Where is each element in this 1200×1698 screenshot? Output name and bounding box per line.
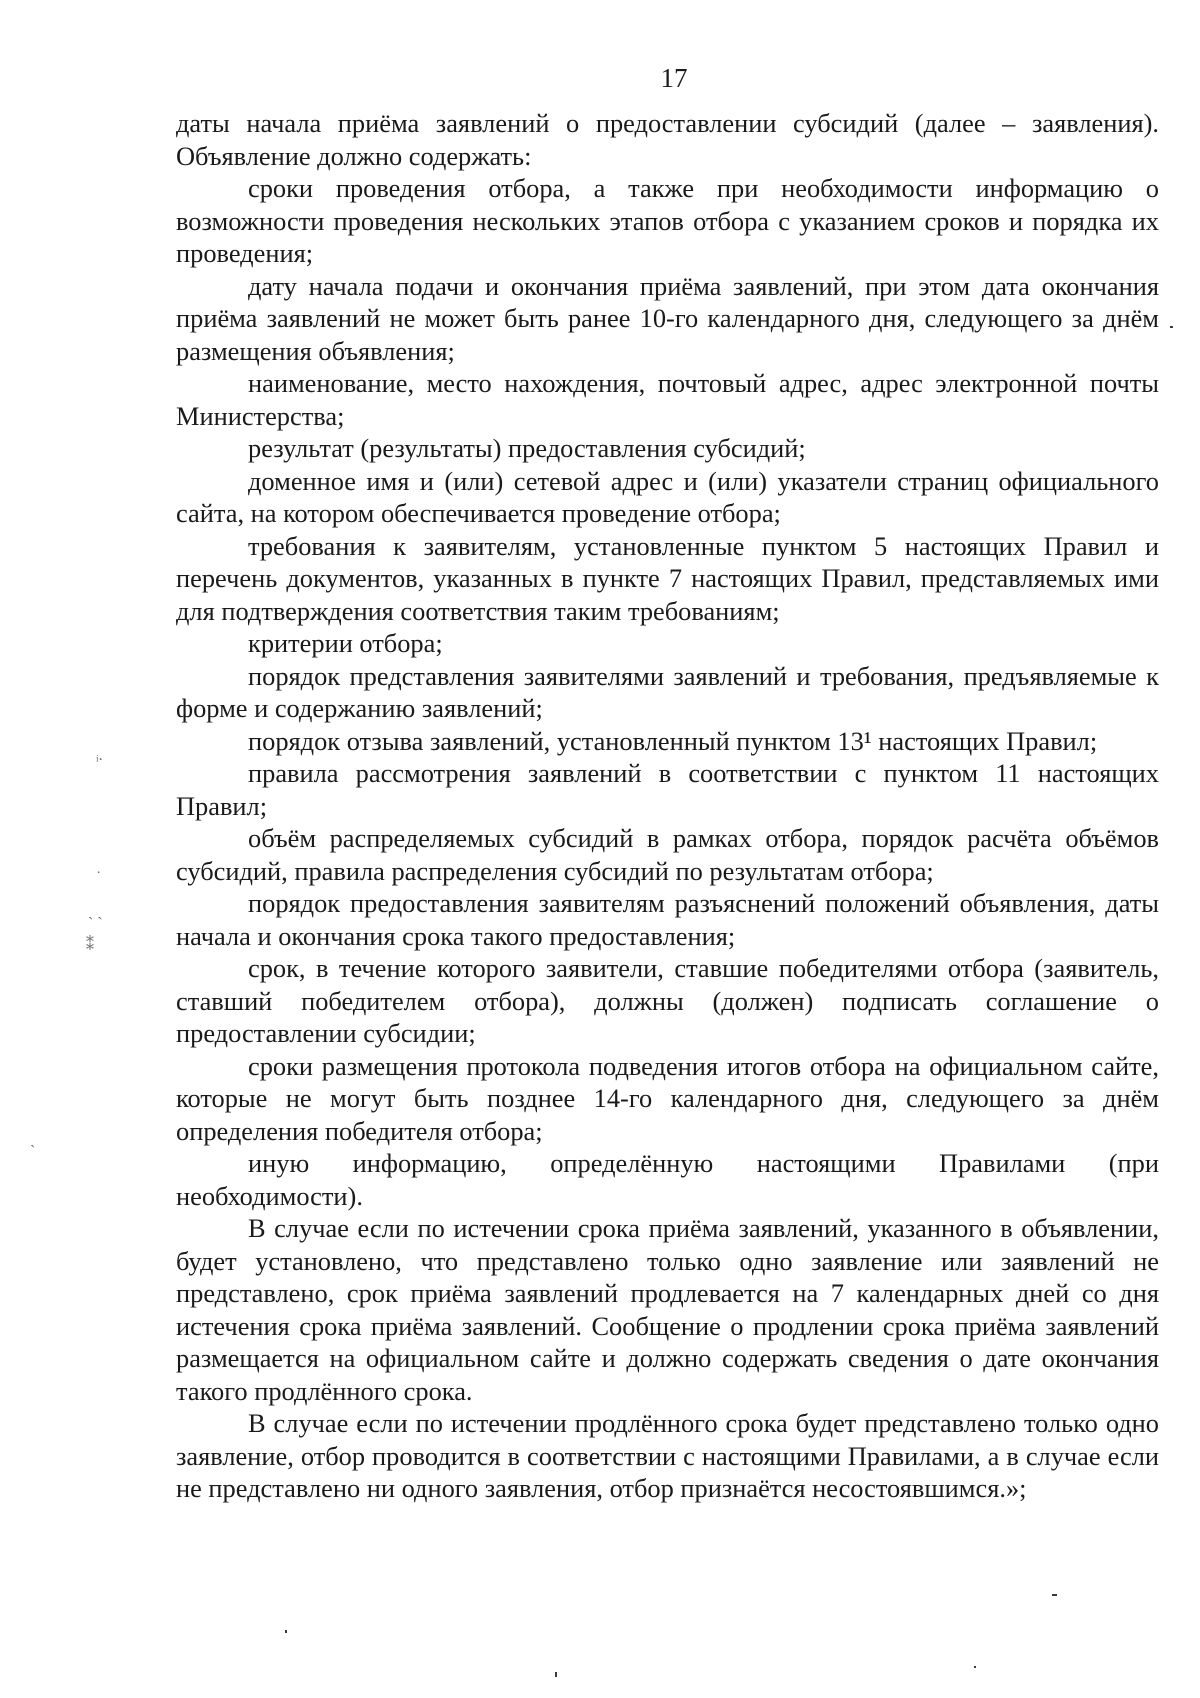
scan-mark: ˏ (30, 1131, 36, 1148)
scan-mark: ˙ (96, 869, 102, 886)
paragraph: В случае если по истечении продлённого срока будет представлено только одно заявление, отбор проводится в соответствии с настоящими Правилами, а в случае если не представлено ни одного заявления, отбор признаётся несостоявшимся.»; (176, 1408, 1159, 1503)
scan-mark: ⁑ (86, 937, 94, 954)
scan-mark: ᵢ. (96, 747, 103, 764)
scan-mark (1052, 1594, 1057, 1596)
scan-mark (1170, 326, 1173, 328)
paragraph: дату начала подачи и окончания приёма заявлений, при этом дата окончания приёма заявлений не может быть ранее 10-го календарного дня, следующего за днём размещения объявления; (176, 270, 1159, 366)
scan-mark: ˎ ˏ (88, 903, 103, 920)
paragraph: срок, в течение которого заявители, ставшие победителями отбора (заявитель, ставший победителем отбора), должны (должен) подписать соглашение о предоставлении субсидии; (176, 953, 1159, 1048)
scan-mark (555, 1672, 557, 1677)
page-number: 17 (660, 63, 688, 93)
paragraph: порядок представления заявителями заявлений и требования, предъявляемые к форме и содержанию заявлений; (176, 660, 1159, 723)
paragraph: порядок отзыва заявлений, установленный пунктом 13¹ настоящих Правил; (248, 725, 1098, 756)
paragraph: доменное имя и (или) сетевой адрес и (или) указатели страниц официального сайта, на котором обеспечивается проведение отбора; (176, 465, 1159, 528)
paragraph: сроки проведения отбора, а также при необходимости информацию о возможности проведения нескольких этапов отбора с указанием сроков и порядка их проведения; (176, 173, 1159, 268)
scan-mark (285, 1630, 287, 1633)
paragraph: порядок предоставления заявителям разъяснений положений объявления, даты начала и окончания срока такого предоставления; (176, 888, 1159, 951)
document-body (176, 107, 1159, 1505)
paragraph: критерии отбора; (248, 628, 443, 658)
paragraph: результат (результаты) предоставления субсидий; (248, 433, 806, 463)
paragraph: сроки размещения протокола подведения итогов отбора на официальном сайте, которые не могут быть позднее 14-го календарного дня, следующего за днём определения победителя отбора; (176, 1050, 1159, 1146)
paragraph: В случае если по истечении срока приёма заявлений, указанного в объявлении, будет установлено, что представлено только одно заявление или заявлений не представлено, срок приёма заявлений продлевается на 7 календарных дней со дня истечения срока приёма заявлений. Сообщение о продлении срока приёма заявлений размещается на официальном сайте и должно содержать сведения о дате окончания такого продлённого срока. (176, 1213, 1159, 1406)
scan-mark (974, 1666, 976, 1668)
paragraph: иную информацию, определённую настоящими Правилами (при необходимости). (176, 1148, 1159, 1211)
paragraph: наименование, место нахождения, почтовый адрес, адрес электронной почты Министерства; (176, 368, 1159, 431)
paragraph: требования к заявителям, установленные пунктом 5 настоящих Правил и перечень документов, указанных в пункте 7 настоящих Правил, представляемых ими для подтверждения соответствия таким требованиям; (176, 530, 1159, 626)
paragraph: даты начала приёма заявлений о предоставлении субсидий (далее – заявления). Объявление должно содержать: (176, 108, 1159, 171)
paragraph: правила рассмотрения заявлений в соответствии с пунктом 11 настоящих Правил; (176, 758, 1159, 821)
paragraph: объём распределяемых субсидий в рамках отбора, порядок расчёта объёмов субсидий, правила распределения субсидий по результатам отбора; (176, 823, 1159, 886)
